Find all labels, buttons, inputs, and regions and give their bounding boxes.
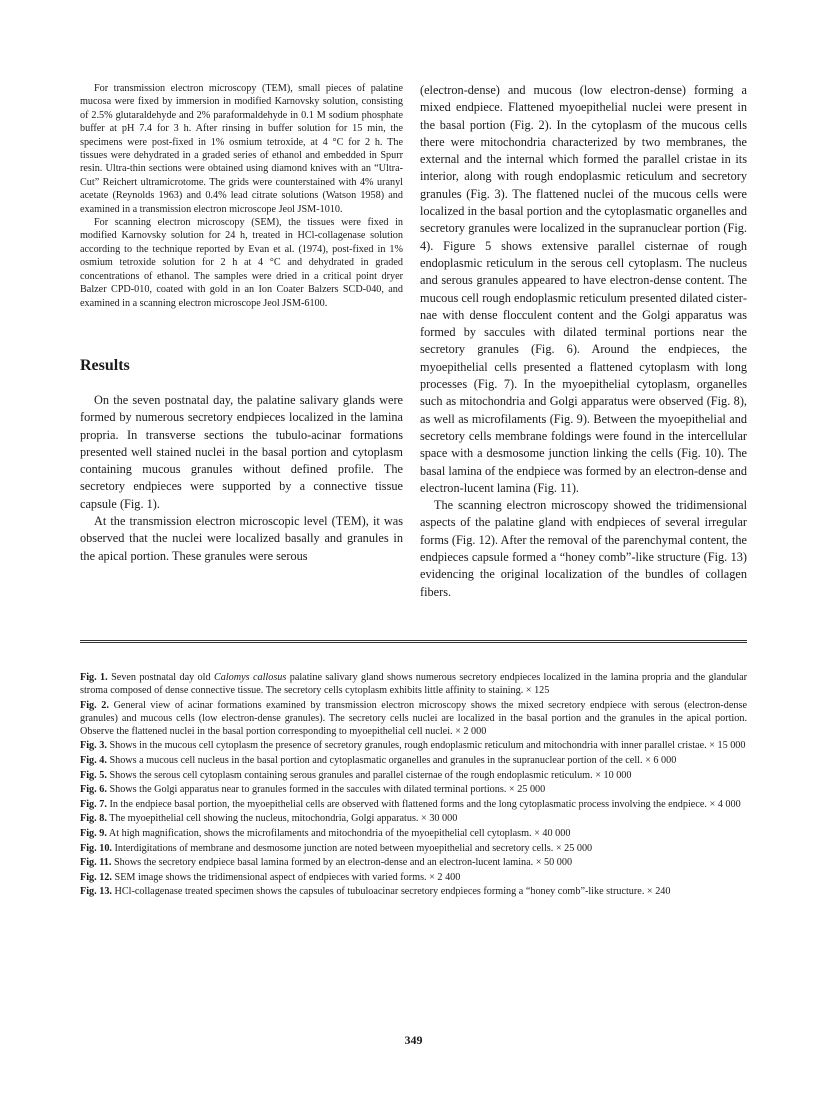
caption-text: At high magnification, shows the microfilaments and mitochondria of the myoepithelial cell cytoplasm. × 40 000 (106, 828, 571, 840)
caption-text: Interdigitations of membrane and desmosome junction are noted between myoepithelial and secretory cells. × 25 000 (111, 842, 593, 854)
caption-text: SEM image shows the tridimensional aspect of endpieces with varied forms. × 2 400 (111, 871, 461, 883)
caption-fig-5 (80, 769, 747, 782)
page-number: 349 (404, 1033, 423, 1047)
caption-fig-8 (80, 812, 747, 825)
caption-label: Fig. 9. (80, 828, 107, 840)
caption-text: Shows the serous cell cytoplasm containing serous granules and parallel cisternae of the rough endoplasmic reticulum. × 10 000 (106, 769, 632, 781)
results-paragraph-3: (electron-dense) and mucous (low electron-dense) forming a mixed endpiece. Flattened myoepithelial nuclei were present in the basal portion (Fig. 2). In the cytoplasm of the mucous cells there were mitochondria characterized by two membranes, the external and the internal which formed the parallel cristae in its interior, along with rough endoplasmic reticulum and secretory granules (Fig. 3). The flattened nuclei of the mucous cells were localized in the basal portion and the cytoplasmatic organelles and secretory granules were localized in the supranuclear portion (Fig. 4). Figure 5 shows extensive parallel cisternae of rough endoplasmic reticulum in the serous cell cytoplasm. The nucleus and serous granules appeared to have electron-dense content. The mucous cell rough endoplasmic reticulum presented dilated cisternae with dense flocculent content and the Golgi apparatus was formed by saccules with dilated terminal portions near the secretory granules (Fig. 6). Around the endpieces, the myoepithelial cells presented a flattened cytoplasm with long processes (Fig. 7). In the myoepithelial cytoplasm, organelles such as mitochondria and Golgi apparatus were observed (Fig. 8), as well as microfilaments (Fig. 9). Between the myoepithelial and secretory cells membrane foldings were found in the intercellular space with a desmosome junction linking the cells (Fig. 10). The basal lamina of the endpiece was formed by an electron-dense and electron-lucent lamina (Fig. 11). (420, 83, 747, 495)
caption-label: Fig. 5. (80, 769, 107, 781)
caption-text: In the endpiece basal portion, the myoepithelial cells are observed with flattened forms and the long cytoplasmatic process involving the endpiece. × 4 000 (106, 798, 741, 810)
results-paragraph-1: On the seven postnatal day, the palatine salivary glands were formed by numerous secretory endpieces localized in the lamina propria. In transverse sections the tubulo-acinar formations presented well stained nuclei in the basal portion and cytoplasm containing mucous granules without defined profile. The secretory endpieces were supported by a connective tissue capsule (Fig. 1). (80, 392, 403, 511)
caption-fig-13 (80, 885, 747, 898)
caption-fig-2 (80, 699, 747, 738)
species-name: Calomys callosus (213, 672, 287, 683)
caption-fig-3 (80, 739, 747, 752)
figure-captions (80, 671, 747, 900)
caption-text: Shows the Golgi apparatus near to granules formed in the saccules with dilated terminal portions. × 25 000 (106, 784, 546, 796)
caption-label: Fig. 6. (80, 784, 107, 796)
results-paragraph-4: The scanning electron microscopy showed the tridimensional aspects of the palatine gland with endpieces of several irregular forms (Fig. 12). After the removal of the parenchymal content, the endpieces capsule formed a “honey comb”-like structure (Fig. 13) evidencing the original localization of the bundles of collagen fibers. (420, 498, 747, 599)
caption-fig-10 (80, 842, 747, 855)
caption-label: Fig. 10. (80, 842, 112, 854)
caption-text: The myoepithelial cell showing the nucleus, mitochondria, Golgi apparatus. × 30 000 (106, 813, 458, 825)
caption-label: Fig. 11. (80, 857, 112, 869)
caption-divider-top (80, 640, 747, 641)
caption-label: Fig. 7. (80, 798, 107, 810)
caption-fig-11 (80, 856, 747, 869)
caption-text: Shows a mucous cell nucleus in the basal portion and cytoplasmatic organelles and granules in the supranuclear portion of the cell. × 6 000 (106, 755, 677, 767)
caption-label: Fig. 8. (80, 813, 107, 825)
results-heading: Results (80, 356, 130, 374)
caption-label: Fig. 3. (80, 740, 107, 752)
caption-text: General view of acinar formations examined by transmission electron microscopy shows the mixed secretory endpiece with serous (electron-dense granules) and mucous cells (low electron-dense granules). The secretory cells nuclei are localized in the basal portion and the granules in the apical portion. Observe the flattened nuclei in the basal portion corresponding to myoepithelial cell nuclei. × 2 000 (80, 699, 747, 737)
caption-label: Fig. 13. (80, 886, 112, 898)
methods-paragraph-tem: For transmission electron microscopy (TEM), small pieces of palatine mucosa were fixed by immersion in modified Karnovsky solution, consisting of 2.5% glutaraldehyde and 2% paraformaldehyde in 0.1 M sodium phosphate buffer at pH 7.4 for 3 h. After rinsing in buffer solution for 15 min, the specimens were post-fixed in 1% osmium tetroxide, at 4 °C for 2 h. The tissues were dehydrated in a graded series of ethanol and embedded in Spurr resin. Ultra-thin sections were obtained using diamond knives with an “Ultra-Cut” Reichert ultramicrotome. The grids were counterstained with 4% uranyl acetate (Reynolds 1963) and 0.4% lead citrate solutions (Watson 1958) and examined in a transmission electron microscope Jeol JSM-1010. (80, 83, 403, 215)
caption-fig-1 (80, 671, 747, 697)
caption-text: palatine salivary gland shows numerous secretory endpieces localized in the lamina propria and the glandular stroma composed of dense connective tissue. The secretory cells cytoplasm exhibits little affinity to staining. × 125 (80, 672, 747, 697)
left-column (80, 82, 403, 565)
caption-text: Seven postnatal day old (107, 672, 214, 683)
right-column (420, 82, 747, 601)
caption-label: Fig. 12. (80, 871, 112, 883)
caption-label: Fig. 4. (80, 755, 107, 767)
caption-label: Fig. 2. (80, 699, 109, 711)
caption-text: Shows in the mucous cell cytoplasm the presence of secretory granules, rough endoplasmic reticulum and mitochondria with inner parallel cristae. × 15 000 (106, 740, 746, 752)
caption-divider-bottom (80, 642, 747, 643)
caption-fig-6 (80, 783, 747, 796)
caption-text: Shows the secretory endpiece basal lamina formed by an electron-dense and an electron-lucent lamina. × 50 000 (111, 857, 573, 869)
results-paragraph-2: At the transmission electron microscopic level (TEM), it was observed that the nuclei were localized basally and granules in the apical portion. These granules were serous (80, 513, 403, 563)
caption-fig-4 (80, 754, 747, 767)
caption-label: Fig. 1. (80, 672, 108, 683)
caption-fig-9 (80, 827, 747, 840)
methods-paragraph-sem: For scanning electron microscopy (SEM), the tissues were fixed in modified Karnovsky solution for 24 h, treated in HCl-collagenase solution according to the technique reported by Evan et al. (1974), post-fixed in 1% osmium tetroxide solution for 2 h at 4 °C and dehydrated in graded concentrations of ethanol. The samples were dried in a critical point dryer Balzer CPD-010, coated with gold in an Ion Coater Balzers SCD-040, and examined in a scanning electron microscope Jeol JSM-6100. (80, 217, 403, 309)
caption-text: HCl-collagenase treated specimen shows the capsules of tubuloacinar secretory endpieces forming a “honey comb”-like structure. × 240 (111, 886, 671, 898)
caption-fig-12 (80, 871, 747, 884)
caption-fig-7 (80, 798, 747, 811)
